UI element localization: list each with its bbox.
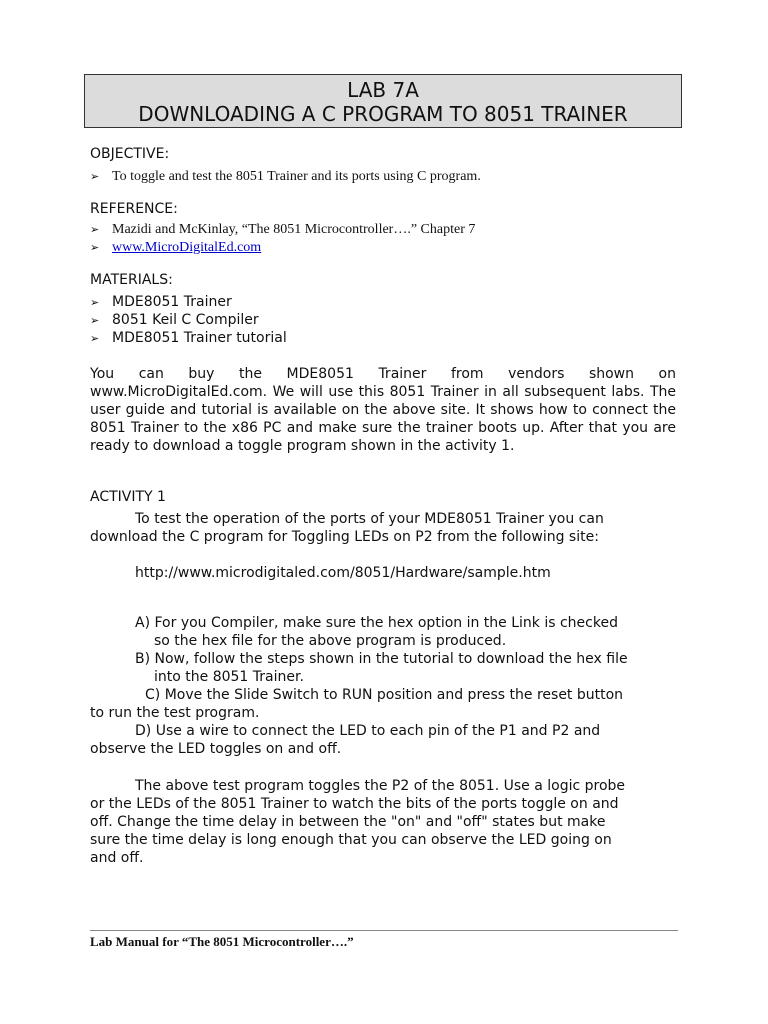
footer-divider	[90, 930, 678, 931]
objective-heading: OBJECTIVE:	[90, 146, 170, 162]
closing-text: and off.	[90, 850, 144, 866]
lab-title: DOWNLOADING A C PROGRAM TO 8051 TRAINER	[138, 102, 628, 126]
activity-heading: ACTIVITY 1	[90, 489, 166, 505]
step-d: D) Use a wire to connect the LED to each pin of the P1 and P2 and	[135, 723, 601, 739]
arrowhead-bullet-icon: ➢	[90, 223, 100, 236]
step-c: C) Move the Slide Switch to RUN position and press the reset button	[145, 687, 624, 703]
closing-text: off. Change the time delay in between the "on" and "off" states but make	[90, 814, 606, 830]
page-footer: Lab Manual for “The 8051 Microcontroller….”	[90, 934, 354, 949]
arrowhead-bullet-icon: ➢	[90, 241, 100, 254]
step-b: B) Now, follow the steps shown in the tutorial to download the hex file	[135, 651, 628, 667]
reference-heading: REFERENCE:	[90, 201, 178, 217]
activity-text: download the C program for Toggling LEDs on P2 from the following site:	[90, 529, 599, 545]
reference-item: ➢ Mazidi and McKinlay, “The 8051 Microcontroller….” Chapter 7	[90, 222, 476, 237]
arrowhead-bullet-icon: ➢	[90, 170, 100, 183]
reference-link[interactable]: www.MicroDigitalEd.com	[112, 240, 262, 255]
title-box	[84, 74, 682, 128]
materials-item: ➢ MDE8051 Trainer tutorial	[90, 330, 287, 346]
arrowhead-bullet-icon: ➢	[90, 296, 100, 309]
reference-link-item	[90, 239, 261, 257]
sample-url: http://www.microdigitaled.com/8051/Hardware/sample.htm	[135, 565, 551, 581]
materials-item: ➢ MDE8051 Trainer	[90, 294, 232, 310]
closing-text: sure the time delay is long enough that you can observe the LED going on	[90, 832, 612, 848]
activity-text: To test the operation of the ports of your MDE8051 Trainer you can	[135, 511, 604, 527]
lab-number: LAB 7A	[347, 78, 419, 102]
closing-text: The above test program toggles the P2 of the 8051. Use a logic probe	[135, 778, 626, 794]
materials-heading: MATERIALS:	[90, 272, 173, 288]
step-a: A) For you Compiler, make sure the hex option in the Link is checked	[135, 615, 618, 631]
step-d-cont: observe the LED toggles on and off.	[90, 741, 342, 757]
arrowhead-bullet-icon: ➢	[90, 332, 100, 345]
step-c-cont: to run the test program.	[90, 705, 260, 721]
step-a-cont: so the hex file for the above program is produced.	[154, 633, 507, 649]
step-b-cont: into the 8051 Trainer.	[154, 669, 304, 685]
arrowhead-bullet-icon: ➢	[90, 314, 100, 327]
closing-text: or the LEDs of the 8051 Trainer to watch the bits of the ports toggle on and	[90, 796, 619, 812]
intro-paragraph: You can buy the MDE8051 Trainer from vendors shown on www.MicroDigitalEd.com. We will use this 8051 Trainer in all subsequent labs. The user guide and tutorial is available on the above site. It shows how to connect the 8051 Trainer to the x86 PC and make sure the trainer boots up. After that you are ready to download a toggle program shown in the activity 1.	[90, 366, 676, 454]
objective-item: ➢ To toggle and test the 8051 Trainer and its ports using C program.	[90, 169, 481, 184]
materials-item: ➢ 8051 Keil C Compiler	[90, 312, 259, 328]
